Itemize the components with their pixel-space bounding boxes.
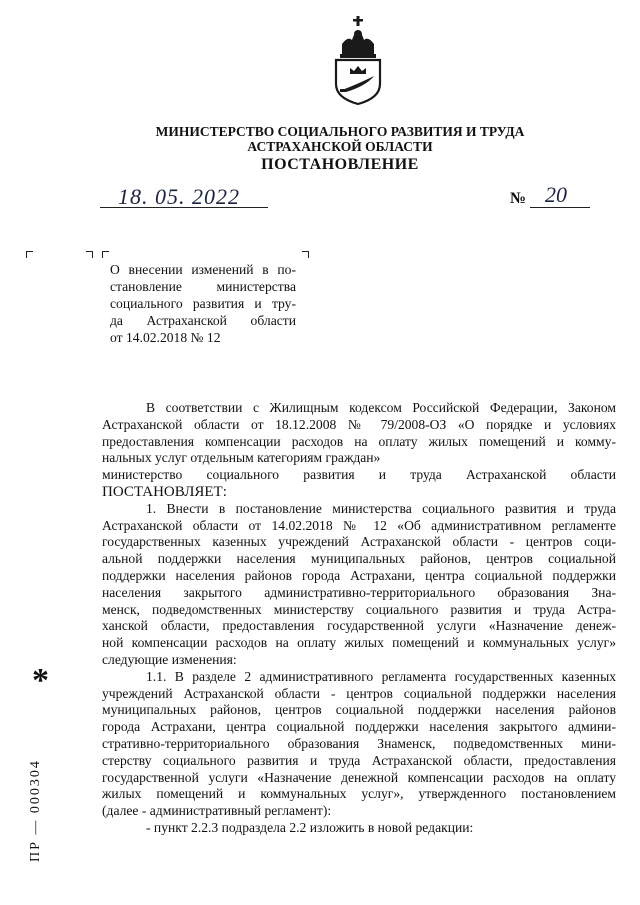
body-line: учреждений Астраханской области - центров социальной поддержки населения: [102, 685, 616, 701]
body-line: государственной услуги «Назначение денежной компенсации расходов на оплату: [102, 769, 616, 785]
subject-line: да Астраханской области: [110, 313, 296, 328]
subject-line: социального развития и тру-: [110, 296, 296, 311]
document-subject: [110, 261, 296, 346]
handwritten-number: 20: [545, 182, 567, 207]
body-line: города Астрахани, центра социальной поддержки населения закрытого админи-: [102, 719, 616, 735]
body-line: В соответствии с Жилищным кодексом Российской Федерации, Законом: [146, 400, 616, 415]
handwritten-date: 18. 05. 2022: [118, 184, 240, 209]
body-line: министерство социального развития и труда Астраханской области: [102, 467, 616, 483]
body-line: стерству социального развития и труда Астраханской области, предоставления: [102, 752, 616, 768]
body-line: государственных казенных учреждений Астраханской области - центров соци-: [102, 534, 616, 550]
body-line: нальных услуг отдельным категориям граждан»: [102, 450, 381, 466]
body-line: стративно-территориального образования Знаменск, подведомственных мини-: [102, 735, 616, 751]
date-underline: [100, 207, 268, 208]
ministry-name-line2: АСТРАХАНСКОЙ ОБЛАСТИ: [247, 139, 433, 154]
number-label: №: [510, 190, 527, 207]
document-body: [102, 400, 616, 837]
body-line: ПОСТАНОВЛЯЕТ:: [102, 483, 227, 500]
ministry-name-line1: МИНИСТЕРСТВО СОЦИАЛЬНОГО РАЗВИТИЯ И ТРУДА: [155, 124, 525, 139]
body-line: альной поддержки населения муниципальных районов, центров социальной: [102, 551, 616, 567]
body-line: - пункт 2.2.3 подраздела 2.2 изложить в новой редакции:: [146, 819, 474, 835]
body-line: следующие изменения:: [102, 651, 237, 667]
corner-bracket-right: [86, 251, 93, 258]
body-line: ной компенсации расходов на оплату жилых помещений и коммунальных услуг»: [102, 635, 616, 651]
body-line: муниципальных районов, центров социальной поддержки населения районов: [102, 702, 616, 718]
document-type: ПОСТАНОВЛЕНИЕ: [261, 156, 419, 173]
body-line: ханской области, предоставления государственной услуги «Назначение денеж-: [102, 618, 616, 634]
body-line: (далее - административный регламент):: [102, 803, 332, 819]
corner-bracket-right: [302, 251, 309, 258]
number-underline: [530, 207, 590, 208]
subject-line: становление министерства: [110, 279, 296, 294]
body-line: Астраханской области от 18.12.2008 № 79/2008-ОЗ «О порядке и условиях: [102, 416, 616, 432]
asterisk-mark: *: [32, 662, 49, 699]
corner-bracket-left: [26, 251, 33, 258]
corner-bracket-left: [102, 251, 109, 258]
body-line: предоставления компенсации расходов на оплату жилых помещений и комму-: [102, 433, 616, 449]
body-line: поддержки населения районов города Астрахани, центра социальной поддержки: [102, 567, 616, 583]
body-line: менск, подведомственных министерству социального развития и труда Астра-: [102, 601, 616, 617]
body-line: жилых помещений и коммунальных услуг», утвержденного постановлением: [102, 786, 616, 802]
subject-line: О внесении изменений в по-: [110, 262, 296, 277]
body-line: населения закрытого административно-территориального образования Зна-: [102, 584, 616, 600]
subject-line: от 14.02.2018 № 12: [110, 330, 221, 345]
body-line: 1. Внести в постановление министерства социального развития и труда: [146, 500, 616, 516]
body-line: Астраханской области от 14.02.2018 № 12 «Об административном регламенте: [102, 517, 616, 533]
coat-of-arms-icon: [326, 14, 390, 110]
serial-number: ПР — 000304: [28, 759, 43, 862]
body-line: 1.1. В разделе 2 административного регламента государственных казенных: [146, 668, 616, 684]
